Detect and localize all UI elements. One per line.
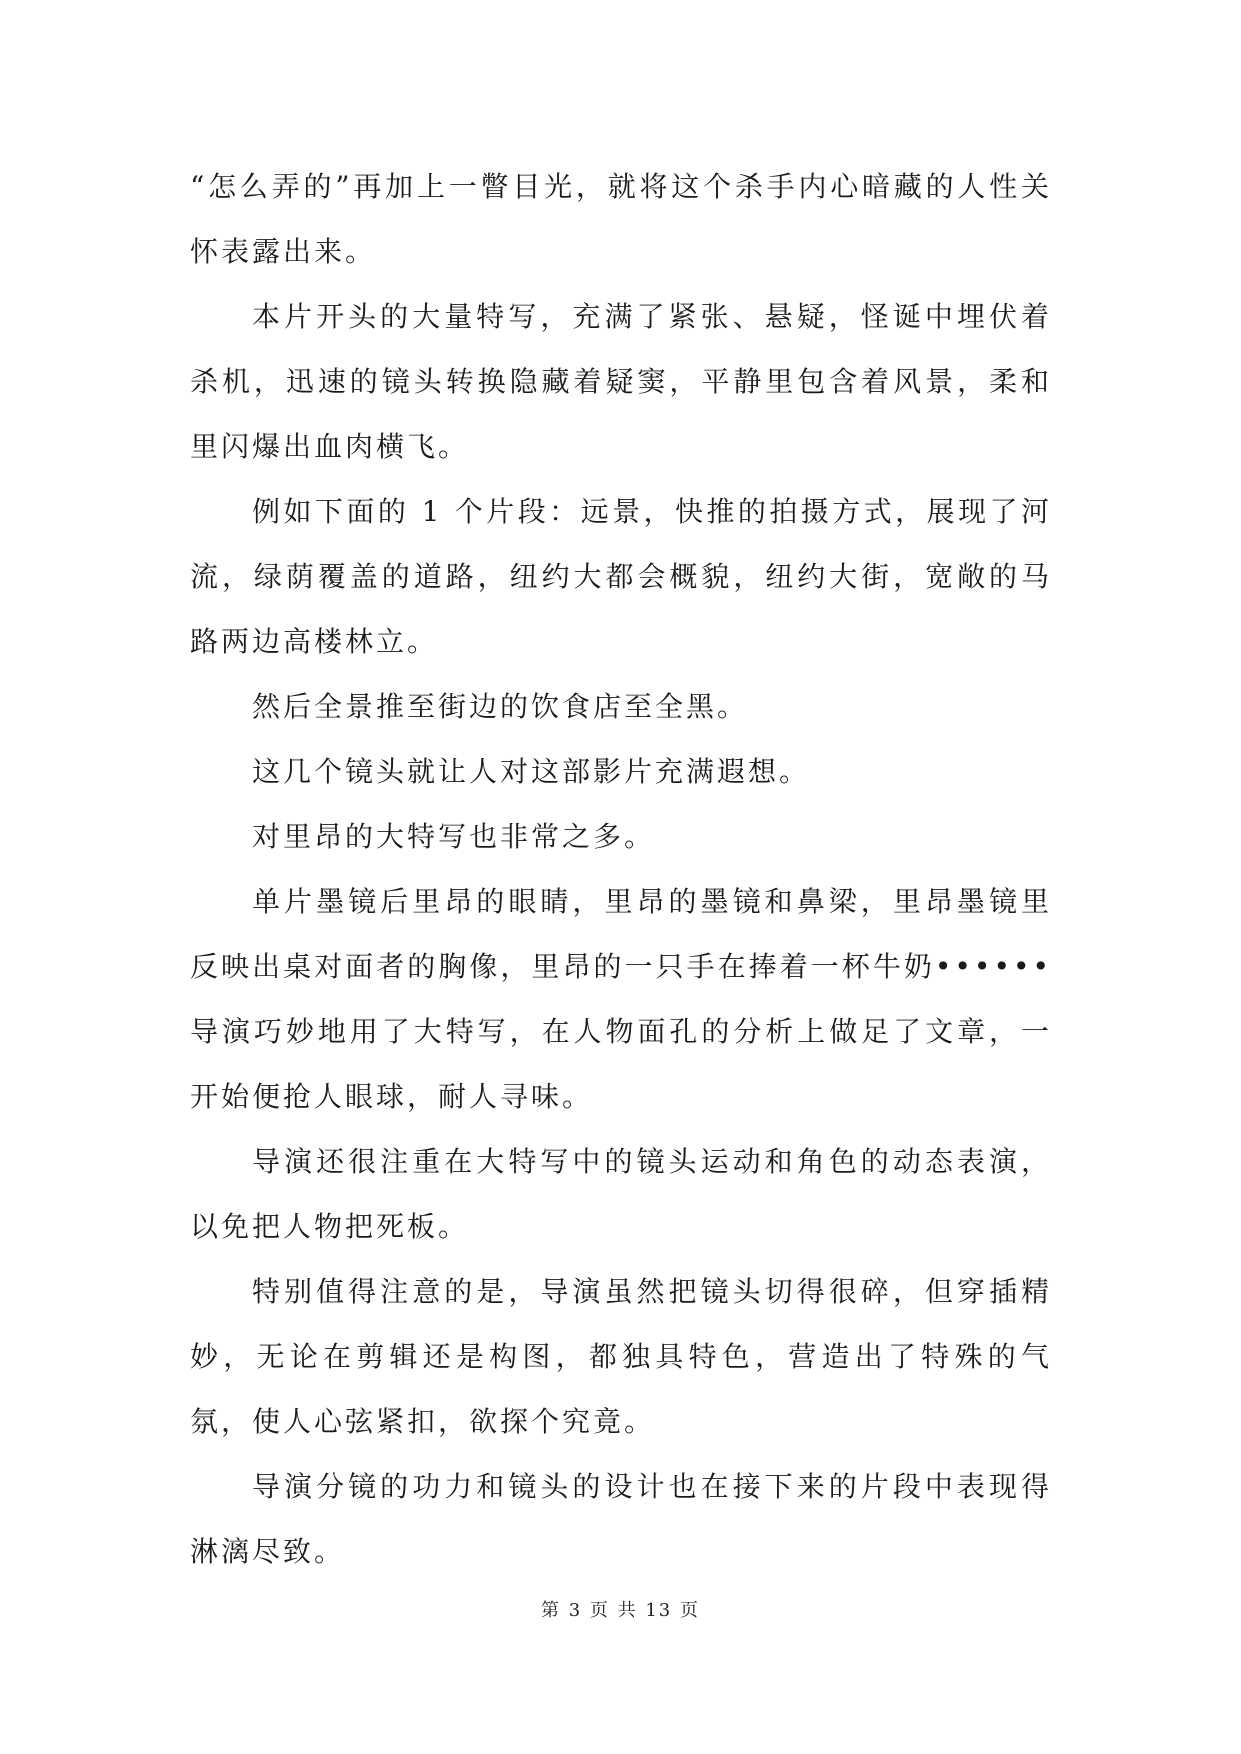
paragraph-7: 单片墨镜后里昂的眼睛，里昂的墨镜和鼻梁，里昂墨镜里反映出桌对面者的胸像，里昂的一只手在捧着一杯牛奶••••••导演巧妙地用了大特写，在人物面孔的分析上做足了文章，一开始便抢人眼球，耐人寻味。 [190,885,1052,1113]
paragraph-2: 本片开头的大量特写，充满了紧张、悬疑，怪诞中埋伏着杀机，迅速的镜头转换隐藏着疑窦，平静里包含着风景，柔和里闪爆出血肉横飞。 [190,300,1052,463]
body-text [190,154,1052,1584]
paragraph-8: 导演还很注重在大特写中的镜头运动和角色的动态表演，以免把人物把死板。 [190,1145,1052,1243]
paragraph-1: “怎么弄的”再加上一瞥目光，就将这个杀手内心暗藏的人性关怀表露出来。 [190,170,1052,268]
paragraph-4: 然后全景推至街边的饮食店至全黑。 [252,690,749,723]
paragraph-6: 对里昂的大特写也非常之多。 [252,820,656,853]
paragraph-3: 例如下面的 1 个片段：远景，快推的拍摄方式，展现了河流，绿荫覆盖的道路，纽约大都会概貌，纽约大街，宽敞的马路两边高楼林立。 [190,495,1052,658]
paragraph-5: 这几个镜头就让人对这部影片充满遐想。 [252,755,811,788]
page-number-footer: 第 3 页 共 13 页 [541,1600,700,1621]
paragraph-10: 导演分镜的功力和镜头的设计也在接下来的片段中表现得淋漓尽致。 [190,1470,1052,1568]
paragraph-9: 特别值得注意的是，导演虽然把镜头切得很碎，但穿插精妙，无论在剪辑还是构图，都独具特色，营造出了特殊的气氛，使人心弦紧扣，欲探个究竟。 [190,1275,1052,1438]
